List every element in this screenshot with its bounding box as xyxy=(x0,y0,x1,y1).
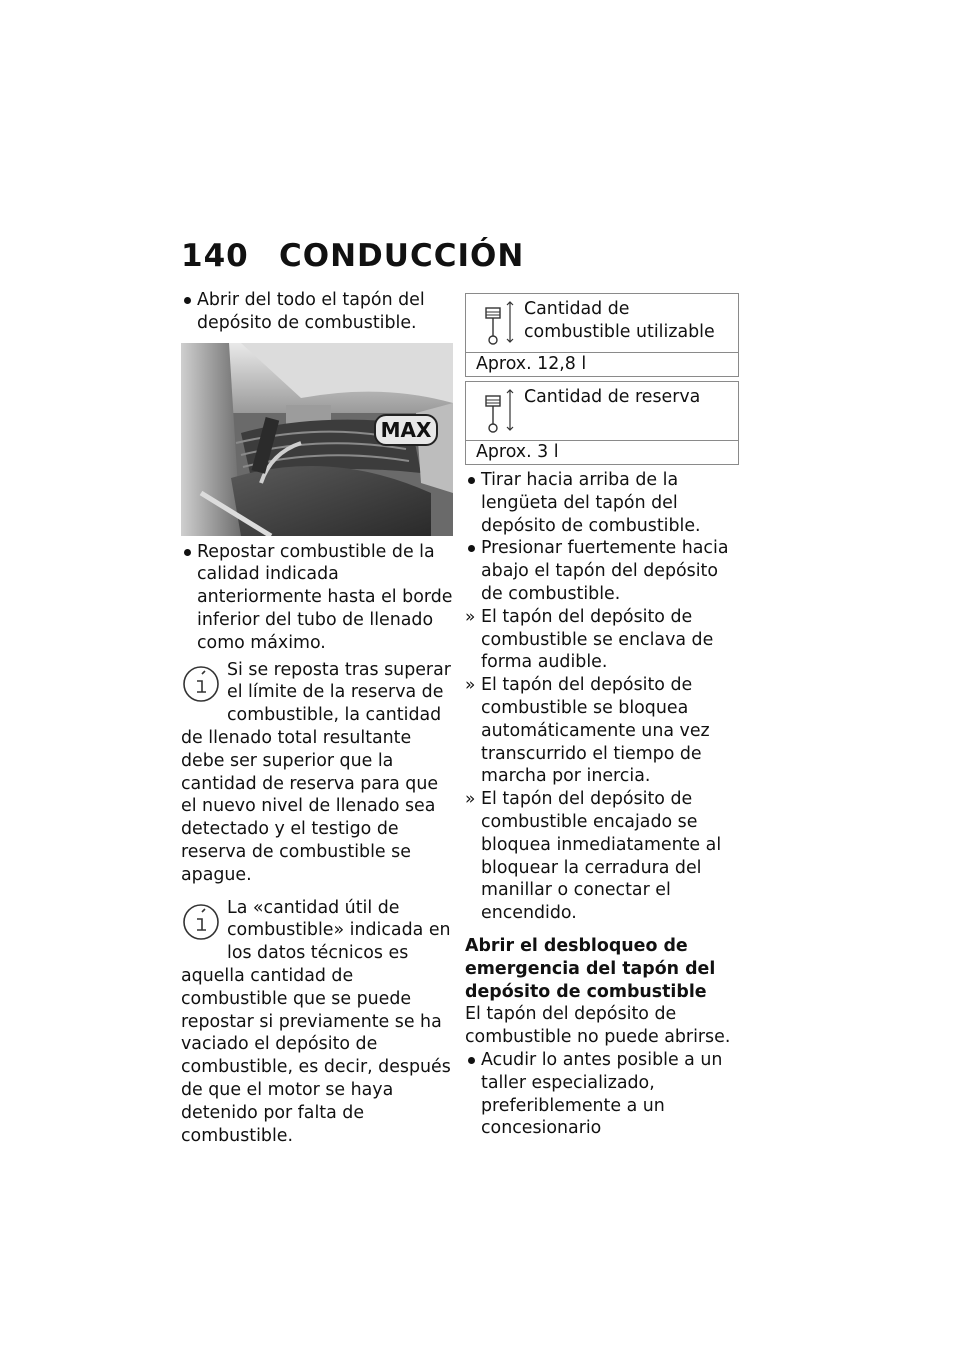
spec-table-usable-fuel xyxy=(465,293,739,377)
info-note-usable-quantity xyxy=(181,897,453,1148)
reserve-label: Cantidad de reserva xyxy=(524,387,701,407)
result-cap-locks-immediately: » El tapón del depósito de combustible encajado se bloquea inmediatamente al bloquear la cerradura del manillar o conectar el encendido. xyxy=(465,788,739,925)
instruction-pull-tab: Tirar hacia arriba de la lengüeta del tapón del depósito de combustible. xyxy=(465,469,739,537)
instruction-press-cap: Presionar fuertemente hacia abajo el tapón del depósito de combustible. xyxy=(465,537,739,605)
instruction-refuel: Repostar combustible de la calidad indicada anteriormente hasta el borde inferior del tubo de llenado como máximo. xyxy=(181,541,453,655)
note-usable-text: La «cantidad útil de combustible» indicada en los datos técnicos es aquella cantidad de combustible que se puede repostar si previamente se ha vaciado el depósito de combustible, es decir, después de que el motor se haya detenido por falta de combustible. xyxy=(181,897,451,1146)
usable-fuel-label: Cantidad de combustible utilizable xyxy=(524,299,715,342)
usable-fuel-value: Aprox. 12,8 l xyxy=(476,354,587,374)
section-title: CONDUCCIÓN xyxy=(279,238,525,274)
fuel-quantity-icon xyxy=(478,386,518,436)
spec-table-reserve xyxy=(465,381,739,465)
page-header xyxy=(181,238,781,274)
result-cap-locks-auto: » El tapón del depósito de combustible se bloquea automáticamente una vez transcurrido el tiempo de marcha por inercia. xyxy=(465,674,739,788)
info-icon xyxy=(181,899,225,945)
instruction-visit-workshop: Acudir lo antes posible a un taller especializado, preferiblemente a un concesionario xyxy=(465,1049,739,1140)
max-mark xyxy=(375,415,437,445)
fuel-quantity-icon xyxy=(478,298,518,348)
reserve-value: Aprox. 3 l xyxy=(476,442,559,462)
max-label: MAX xyxy=(380,417,432,442)
info-note-reserve xyxy=(181,659,453,887)
right-column xyxy=(465,293,739,1140)
fuel-filler-illustration xyxy=(181,343,453,536)
result-cap-engages: » El tapón del depósito de combustible se enclava de forma audible. xyxy=(465,606,739,674)
page-number: 140 xyxy=(181,238,249,274)
note-reserve-text: Si se reposta tras superar el límite de la reserva de combustible, la cantidad de llenado total resultante debe ser superior que la cantidad de reserva para que el nuevo nivel de llenado sea detectado y el testigo de reserva de combustible se apague. xyxy=(181,659,451,885)
left-column xyxy=(181,289,453,1147)
instruction-open-cap: Abrir del todo el tapón del depósito de combustible. xyxy=(181,289,453,335)
paragraph-cap-cannot-open: El tapón del depósito de combustible no puede abrirse. xyxy=(465,1004,731,1048)
fuel-filler-photo xyxy=(181,343,453,536)
info-icon xyxy=(181,661,225,707)
section-heading-emergency-release: Abrir el desbloqueo de emergencia del tapón del depósito de combustible xyxy=(465,935,716,1002)
